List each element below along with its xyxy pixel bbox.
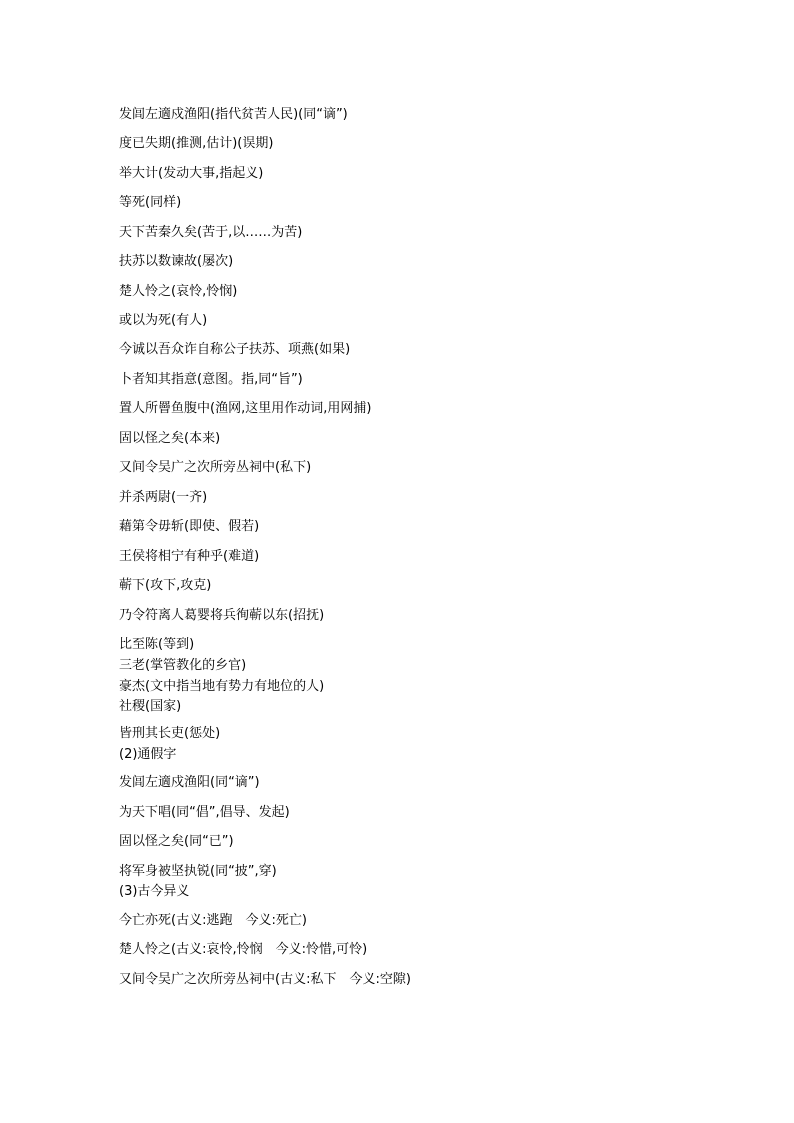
text-line: 将军身被坚执锐(同“披”,穿) xyxy=(119,864,277,879)
text-line: 社稷(国家) xyxy=(119,699,182,714)
text-line: 皆刑其长吏(惩处) xyxy=(119,726,221,741)
text-line: 今诚以吾众诈自称公子扶苏、项燕(如果) xyxy=(119,342,351,357)
text-line: 三老(掌管教化的乡官) xyxy=(119,658,247,673)
text-line: 楚人怜之(哀怜,怜悯) xyxy=(119,284,238,299)
section-heading: (3)古今异义 xyxy=(119,884,190,899)
text-line: 度已失期(推测,估计)(误期) xyxy=(119,136,274,151)
text-line: 为天下唱(同“倡”,倡导、发起) xyxy=(119,805,290,820)
text-line: 固以怪之矣(本来) xyxy=(119,431,221,446)
text-line: 发闾左適戍渔阳(指代贫苦人民)(同“谪”) xyxy=(119,107,348,122)
section-heading: (2)通假字 xyxy=(119,747,177,762)
text-line: 卜者知其指意(意图。指,同“旨”) xyxy=(119,372,303,387)
text-line: 或以为死(有人) xyxy=(119,313,208,328)
text-line: 又间令吴广之次所旁丛祠中(古义:私下 今义:空隙) xyxy=(119,972,411,987)
text-line: 蕲下(攻下,攻克) xyxy=(119,578,212,593)
text-line: 豪杰(文中指当地有势力有地位的人) xyxy=(119,679,325,694)
text-line: 置人所罾鱼腹中(渔网,这里用作动词,用网捕) xyxy=(119,401,372,416)
text-line: 固以怪之矣(同“已”) xyxy=(119,834,234,849)
text-line: 等死(同样) xyxy=(119,195,182,210)
text-line: 藉第令毋斩(即使、假若) xyxy=(119,519,260,534)
text-line: 今亡亦死(古义:逃跑 今义:死亡) xyxy=(119,913,307,928)
text-line: 扶苏以数谏故(屡次) xyxy=(119,254,234,269)
text-line: 楚人怜之(古义:哀怜,怜悯 今义:怜惜,可怜) xyxy=(119,942,368,957)
text-line: 乃令符离人葛婴将兵徇蕲以东(招抚) xyxy=(119,608,325,623)
text-line: 又间令吴广之次所旁丛祠中(私下) xyxy=(119,460,312,475)
text-line: 王侯将相宁有种乎(难道) xyxy=(119,549,260,564)
text-line: 举大计(发动大事,指起义) xyxy=(119,166,264,181)
text-line: 发闾左適戍渔阳(同“谪”) xyxy=(119,775,260,790)
text-line: 比至陈(等到) xyxy=(119,637,195,652)
text-line: 天下苦秦久矣(苦于,以……为苦) xyxy=(119,225,303,240)
text-line: 并杀两尉(一齐) xyxy=(119,490,208,505)
